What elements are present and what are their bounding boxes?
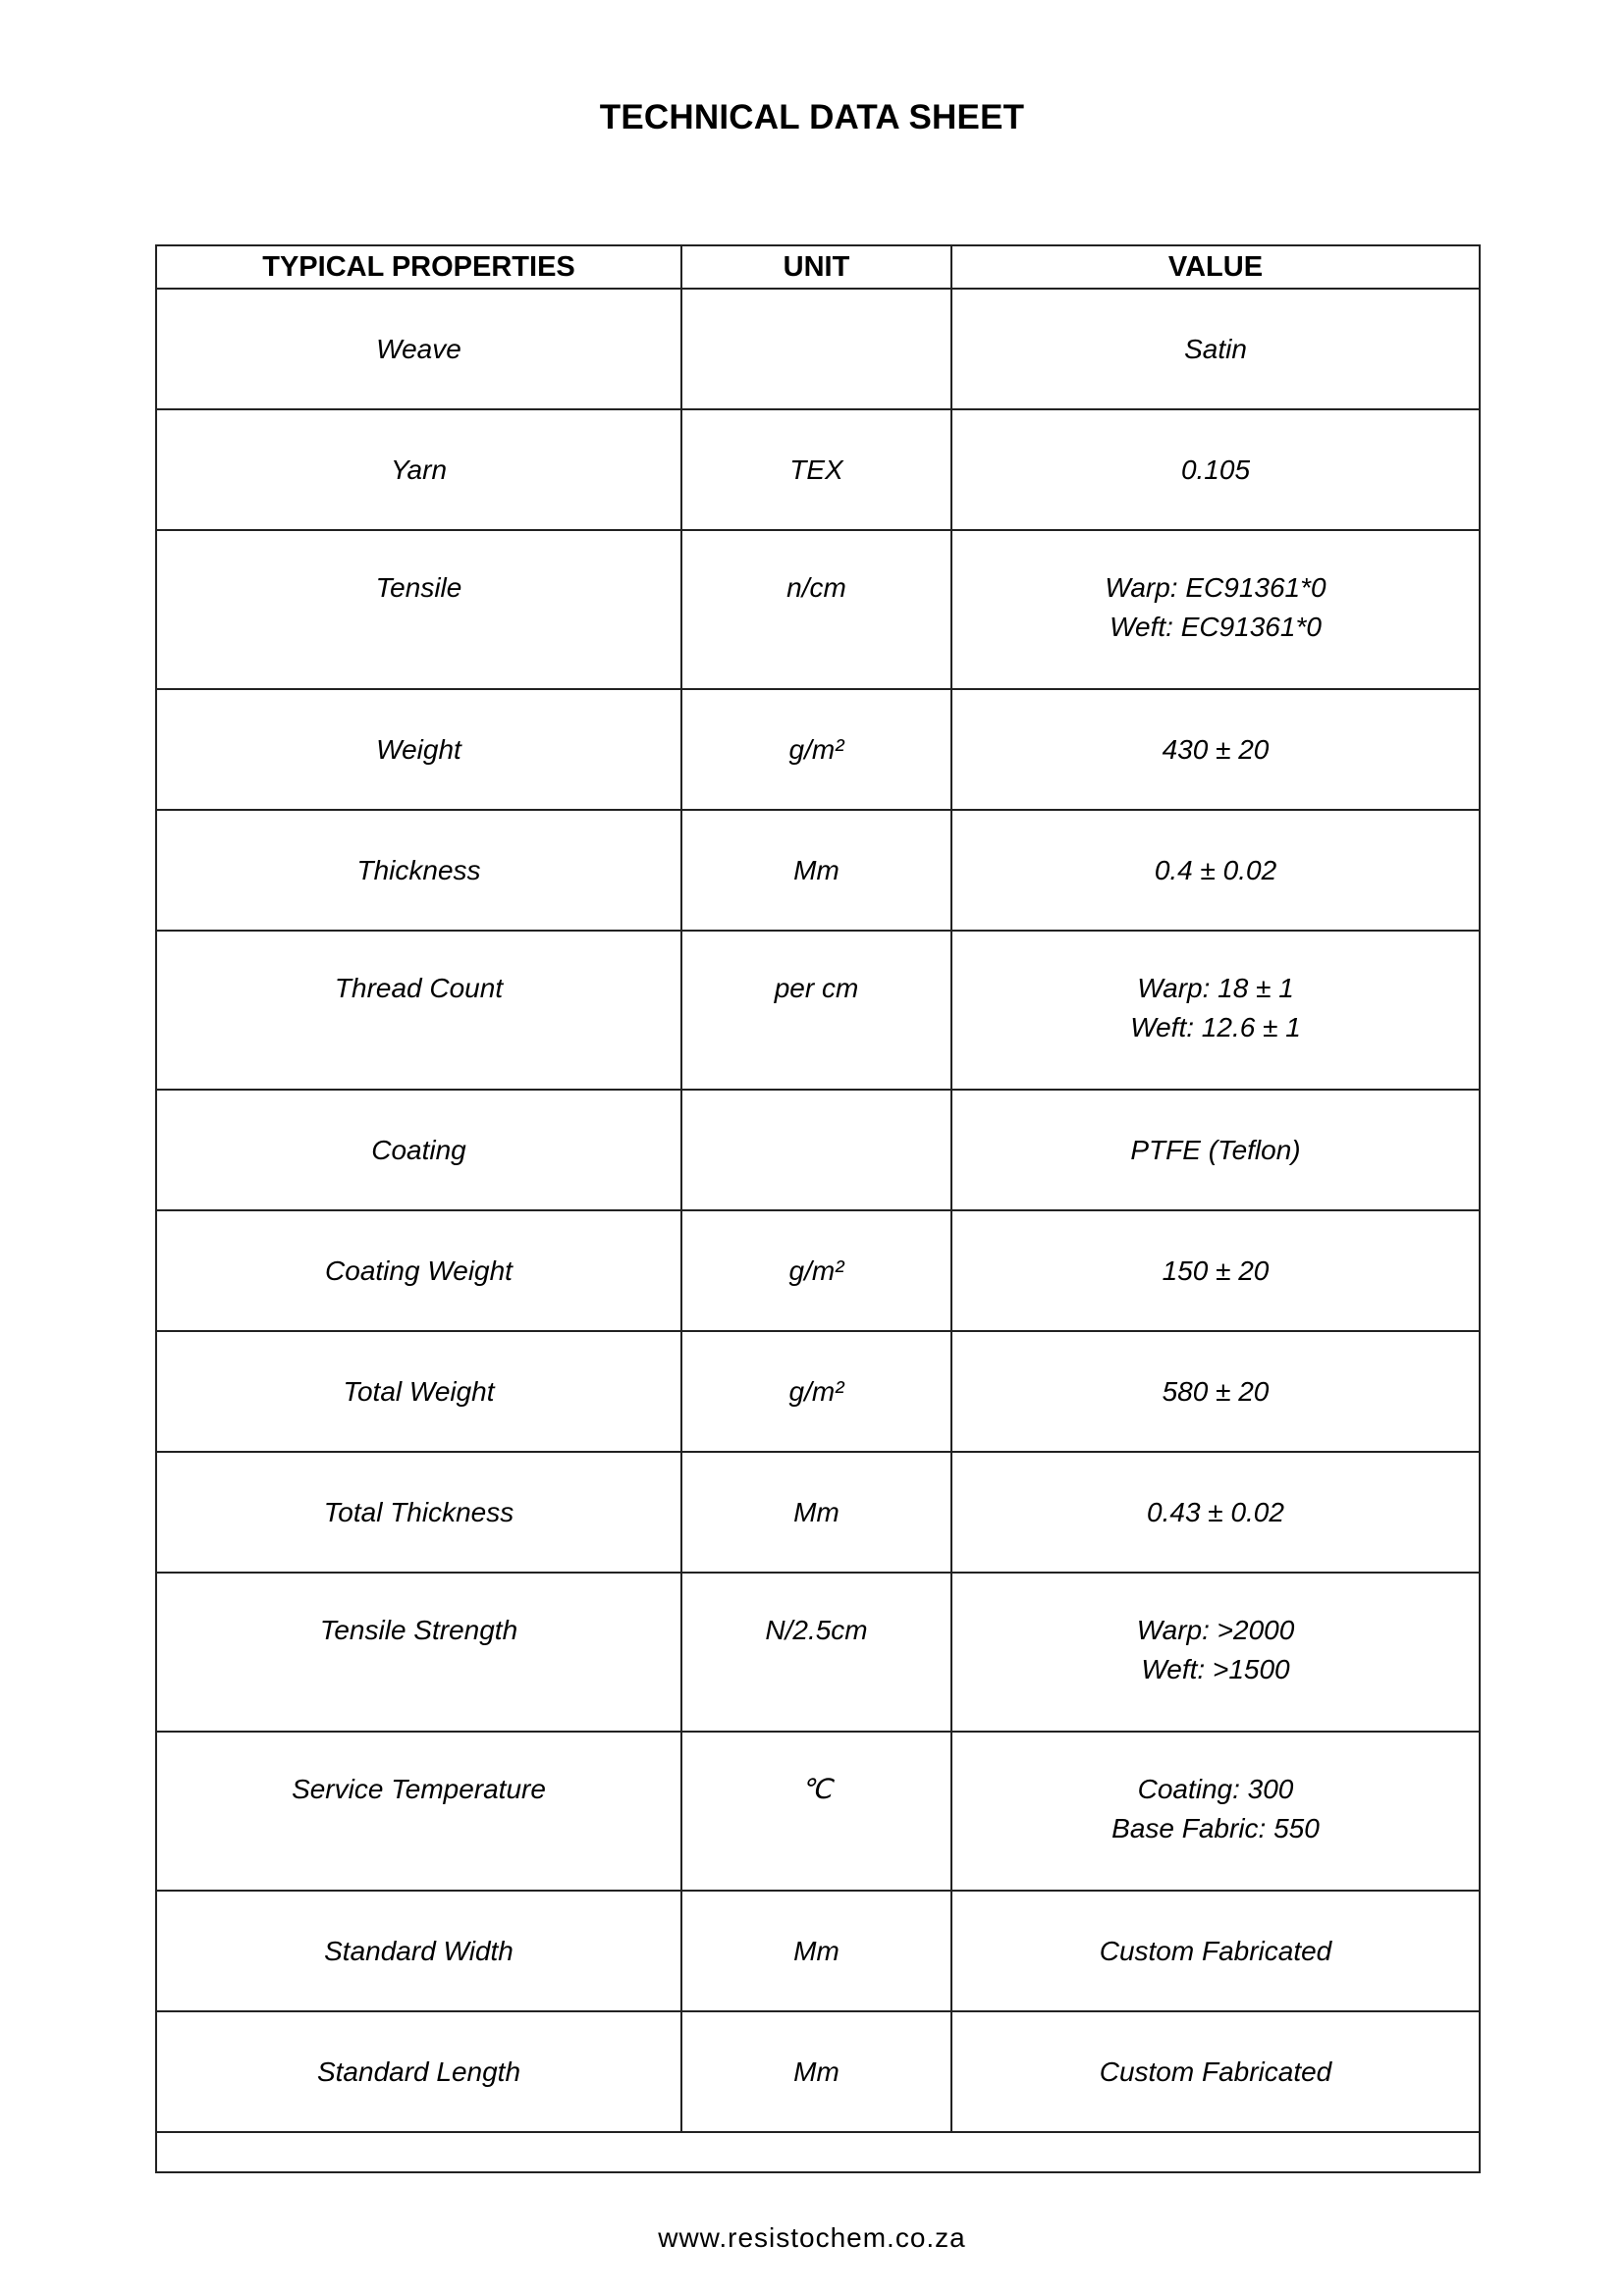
- unit-cell: Mm: [681, 810, 951, 931]
- unit-cell: N/2.5cm: [681, 1573, 951, 1732]
- property-cell: Weave: [156, 289, 681, 409]
- property-cell: Coating: [156, 1090, 681, 1210]
- unit-cell: n/cm: [681, 530, 951, 689]
- value-cell: [951, 530, 1480, 689]
- page-title: TECHNICAL DATA SHEET: [599, 98, 1025, 136]
- table-row: [156, 689, 1480, 810]
- table-row: [156, 1090, 1480, 1210]
- value-cell: [951, 1090, 1480, 1210]
- value-line: Weft: 12.6 ± 1: [1130, 1012, 1301, 1042]
- value-cell: [951, 1210, 1480, 1331]
- property-cell: Tensile Strength: [156, 1573, 681, 1732]
- empty-cell: [156, 2132, 1480, 2172]
- value-cell: [951, 409, 1480, 530]
- property-cell: Standard Length: [156, 2011, 681, 2132]
- technical-data-table: [155, 244, 1481, 2173]
- property-cell: Standard Width: [156, 1891, 681, 2011]
- property-cell: Yarn: [156, 409, 681, 530]
- unit-cell: Mm: [681, 2011, 951, 2132]
- table-row: [156, 1891, 1480, 2011]
- table-row: [156, 289, 1480, 409]
- value-line: 150 ± 20: [1162, 1255, 1270, 1286]
- table-row: [156, 409, 1480, 530]
- unit-cell: per cm: [681, 931, 951, 1090]
- table-row: [156, 1452, 1480, 1573]
- value-cell: [951, 810, 1480, 931]
- value-line: Satin: [1184, 333, 1247, 364]
- value-cell: [951, 689, 1480, 810]
- value-line: Base Fabric: 550: [1111, 1813, 1320, 1843]
- property-cell: Thread Count: [156, 931, 681, 1090]
- value-line: Weft: EC91361*0: [1110, 612, 1322, 642]
- property-cell: Thickness: [156, 810, 681, 931]
- value-line: 430 ± 20: [1162, 733, 1270, 765]
- unit-cell: Mm: [681, 1452, 951, 1573]
- property-cell: Weight: [156, 689, 681, 810]
- header-value: VALUE: [951, 245, 1480, 289]
- property-cell: Service Temperature: [156, 1732, 681, 1891]
- value-cell: [951, 1732, 1480, 1891]
- property-cell: Coating Weight: [156, 1210, 681, 1331]
- value-line: PTFE (Teflon): [1130, 1134, 1301, 1165]
- website-footer: www.resistochem.co.za: [658, 2222, 966, 2253]
- value-cell: [951, 1331, 1480, 1452]
- table-header-row: [156, 245, 1480, 289]
- property-cell: Total Weight: [156, 1331, 681, 1452]
- value-cell: [951, 1891, 1480, 2011]
- value-cell: [951, 931, 1480, 1090]
- table-row: [156, 1210, 1480, 1331]
- header-typical-properties: TYPICAL PROPERTIES: [156, 245, 681, 289]
- unit-cell: g/m²: [681, 689, 951, 810]
- value-line: Warp: EC91361*0: [1105, 572, 1326, 603]
- table-row: [156, 2011, 1480, 2132]
- table-row: [156, 810, 1480, 931]
- value-line: Custom Fabricated: [1099, 1935, 1332, 1966]
- value-line: Warp: 18 ± 1: [1137, 973, 1294, 1003]
- value-line: Custom Fabricated: [1099, 2056, 1332, 2087]
- value-line: Coating: 300: [1137, 1774, 1294, 1804]
- value-cell: [951, 289, 1480, 409]
- unit-cell: Mm: [681, 1891, 951, 2011]
- unit-cell: [681, 1090, 951, 1210]
- value-line: 580 ± 20: [1162, 1375, 1270, 1407]
- table-row: [156, 931, 1480, 1090]
- unit-cell: TEX: [681, 409, 951, 530]
- value-cell: [951, 1452, 1480, 1573]
- value-cell: [951, 1573, 1480, 1732]
- unit-cell: g/m²: [681, 1210, 951, 1331]
- value-line: 0.43 ± 0.02: [1147, 1496, 1284, 1527]
- value-line: Weft: >1500: [1141, 1654, 1290, 1684]
- table-row: [156, 1331, 1480, 1452]
- table-row: [156, 1732, 1480, 1891]
- value-line: 0.105: [1180, 454, 1251, 485]
- unit-cell: g/m²: [681, 1331, 951, 1452]
- property-cell: Total Thickness: [156, 1452, 681, 1573]
- table-row: [156, 1573, 1480, 1732]
- value-cell: [951, 2011, 1480, 2132]
- header-unit: UNIT: [681, 245, 951, 289]
- unit-cell: ℃: [681, 1732, 951, 1891]
- empty-footer-row: [156, 2132, 1480, 2172]
- unit-cell: [681, 289, 951, 409]
- value-line: 0.4 ± 0.02: [1154, 854, 1277, 885]
- value-line: Warp: >2000: [1136, 1615, 1295, 1645]
- table-row: [156, 530, 1480, 689]
- property-cell: Tensile: [156, 530, 681, 689]
